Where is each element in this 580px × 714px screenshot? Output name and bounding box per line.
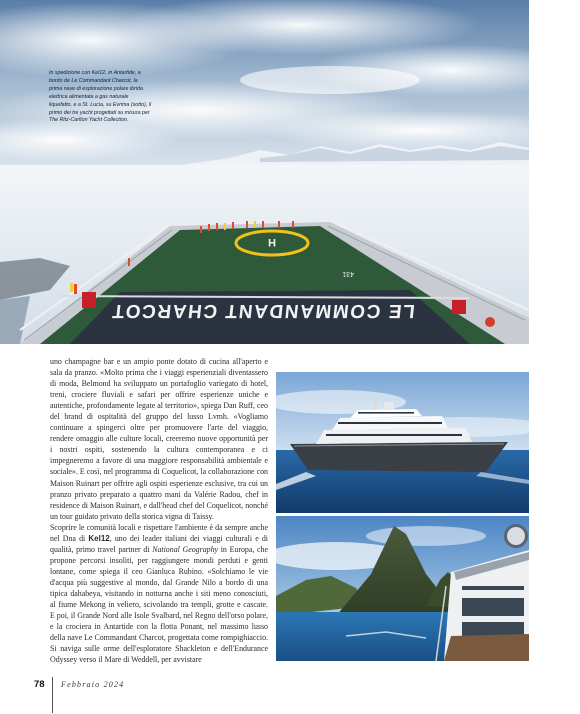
- issue-date: Febbraio 2024: [61, 680, 125, 689]
- footer-divider: [52, 677, 53, 713]
- hero-photo: [0, 0, 529, 344]
- helipad-mark: H: [268, 236, 276, 248]
- st-lucia-photo: [276, 516, 529, 661]
- yacht-photo: [276, 372, 529, 513]
- text-span: , uno dei leader italiani dei viaggi culturali e di qualità, primo travel partner di: [50, 533, 268, 554]
- article-body: [50, 356, 268, 665]
- antarctic-ship-bow-image: [0, 0, 529, 344]
- brand-name: Kel12: [88, 533, 110, 543]
- magazine-name: National Geography: [152, 544, 219, 554]
- text-span: in Europa, che propone percorsi insoliti, per raggiungere mondi perduti e genti lontane, come spiega il ceo Gianluca Rubino. «Solchiamo le vie d'acqua più suggestive al mondo, dal Grande Nilo a bordo di una tipica dahabeya, visitando in notturna anche i siti meno conosciuti, al fiume Mekong in veliero, scivolando tra templi, grotte e cascate. E poi, il Grande Nord alle Isole Svalbard, nel Regno dell'orso polare, e la crociera in Antartide con la flotta Ponant, nel massimo lusso della nave Le Commandant Charcot, progettata come rompighiaccio. Si naviga sulle orme dell'esploratore Shackleton e dell'Endurance Odyssey verso il Mare di Weddell, per avvistare: [50, 544, 269, 665]
- photo-caption: In spedizione con Kel12, in Antartide, a bordo de Le Commandant Charcot, la prima nave di esplorazione polare ibrida elettrica alimentata a gas naturale liquefatto, e a St. Lucia, su Evrima (sotto), il primo dei tre yacht progettati su misura per The Ritz-Carlton Yacht Collection.: [49, 70, 152, 124]
- yacht-image: [276, 372, 529, 513]
- text-span: Scoprire le comunità locali e rispettare l'ambiente è da sempre anche nel Dna di: [50, 522, 268, 543]
- article-paragraph-2: [50, 522, 268, 666]
- deck-number: 431: [342, 270, 354, 277]
- hull-name-text: LE COMMANDANT CHARCOT: [109, 300, 416, 321]
- article-paragraph-1: uno champagne bar e un ampio ponte dotato di cucina all'aperto e sala da pranzo. «Molto prima che i viaggi esperienziali diventassero di moda, Belmond ha sviluppato un portafoglio variegato di hotel, treni, crociere fluviali e safari per offrire esperienze uniche e autentiche, profondamente legate al territorio», spiega Dan Ruff, ceo del brand di ospitalità del gruppo del lusso Lvmh. «Vogliamo continuare a spingerci oltre per promuovere l'arte del viaggio, rendere omaggio alle culture locali, creeremo nuove opportunità per i nostri ospiti, sostenendo la cultura contemporanea e ci impegneremo a favore di una maggiore responsabilità ambientale e sociale». E così, nel programma di Coquelicot, la collaborazione con Maison Ruinart per offrire agli ospiti esperienze esclusive, tra cui un pranzo privato preparato a quattro mani da Valérie Radou, chef in residence di Maison Ruinart, e dall'head chef del Coquelicot, nonché un tour guidato privato della storica vigna di Taissy.: [50, 357, 268, 521]
- page-number: 78: [34, 679, 45, 690]
- pitons-from-deck-image: [276, 516, 529, 661]
